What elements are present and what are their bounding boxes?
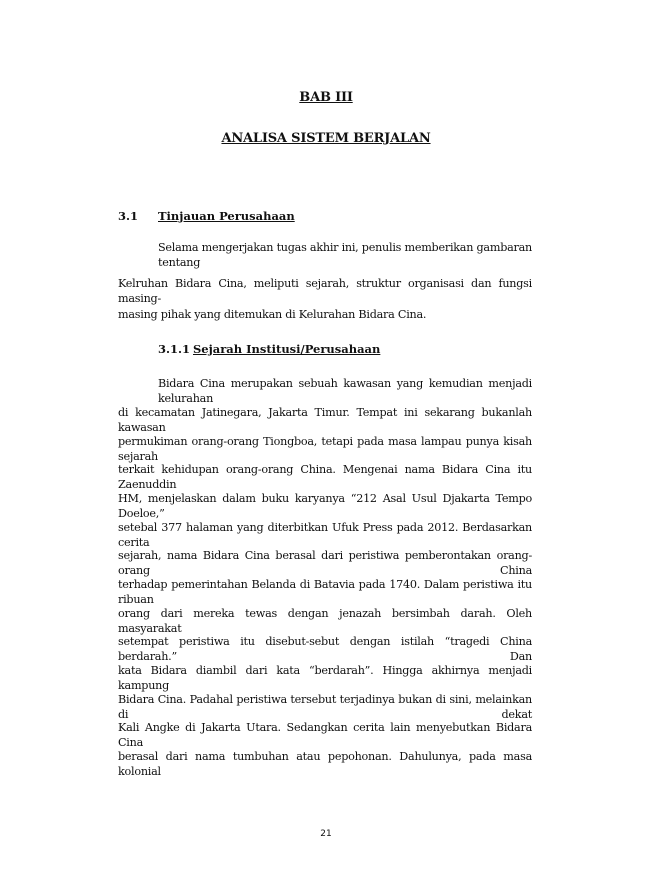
chapter-number: BAB III	[299, 90, 353, 105]
text-line: sejarah, nama Bidara Cina berasal dari peristiwa pemberontakan orang-orang China	[118, 549, 532, 577]
text-line: Selama mengerjakan tugas akhir ini, penulis memberikan gambaran tentang	[158, 241, 532, 269]
text-line: permukiman orang-orang Tiongboa, tetapi pada masa lampau punya kisah sejarah	[118, 435, 532, 463]
section-number: 3.1.1	[158, 342, 191, 356]
text-line: setebal 377 halaman yang diterbitkan Ufuk Press pada 2012. Berdasarkan cerita	[118, 521, 532, 549]
text-line: Bidara Cina. Padahal peristiwa tersebut terjadinya bukan di sini, melainkan di dekat	[118, 693, 532, 721]
chapter-title: ANALISA SISTEM BERJALAN	[221, 131, 431, 146]
text-line: terkait kehidupan orang-orang China. Mengenai nama Bidara Cina itu Zaenuddin	[118, 463, 532, 491]
text-line: berasal dari nama tumbuhan atau pepohonan. Dahulunya, pada masa kolonial	[118, 750, 532, 778]
text-line: terhadap pemerintahan Belanda di Batavia pada 1740. Dalam peristiwa itu ribuan	[118, 578, 532, 606]
text-line: orang dari mereka tewas dengan jenazah bersimbah darah. Oleh masyarakat	[118, 607, 532, 635]
text-line: HM, menjelaskan dalam buku karyanya “212 Asal Usul Djakarta Tempo Doeloe,”	[118, 492, 532, 520]
text-line: Kali Angke di Jakarta Utara. Sedangkan cerita lain menyebutkan Bidara Cina	[118, 721, 532, 749]
section-title: Sejarah Institusi/Perusahaan	[193, 342, 381, 356]
section-number: 3.1	[118, 209, 139, 223]
section-title: Tinjauan Perusahaan	[158, 209, 295, 223]
text-line: kata Bidara diambil dari kata “berdarah”. Hingga akhirnya menjadi kampung	[118, 664, 532, 692]
page-number: 21	[320, 829, 332, 839]
text-line: setempat peristiwa itu disebut-sebut dengan istilah “tragedi China berdarah.” Dan	[118, 635, 532, 663]
text-line: Kelruhan Bidara Cina, meliputi sejarah, struktur organisasi dan fungsi masing-	[118, 277, 532, 305]
text-line: Bidara Cina merupakan sebuah kawasan yang kemudian menjadi kelurahan	[158, 377, 532, 405]
text-line: masing pihak yang ditemukan di Kelurahan Bidara Cina.	[118, 308, 427, 321]
text-line: di kecamatan Jatinegara, Jakarta Timur. Tempat ini sekarang bukanlah kawasan	[118, 406, 532, 434]
